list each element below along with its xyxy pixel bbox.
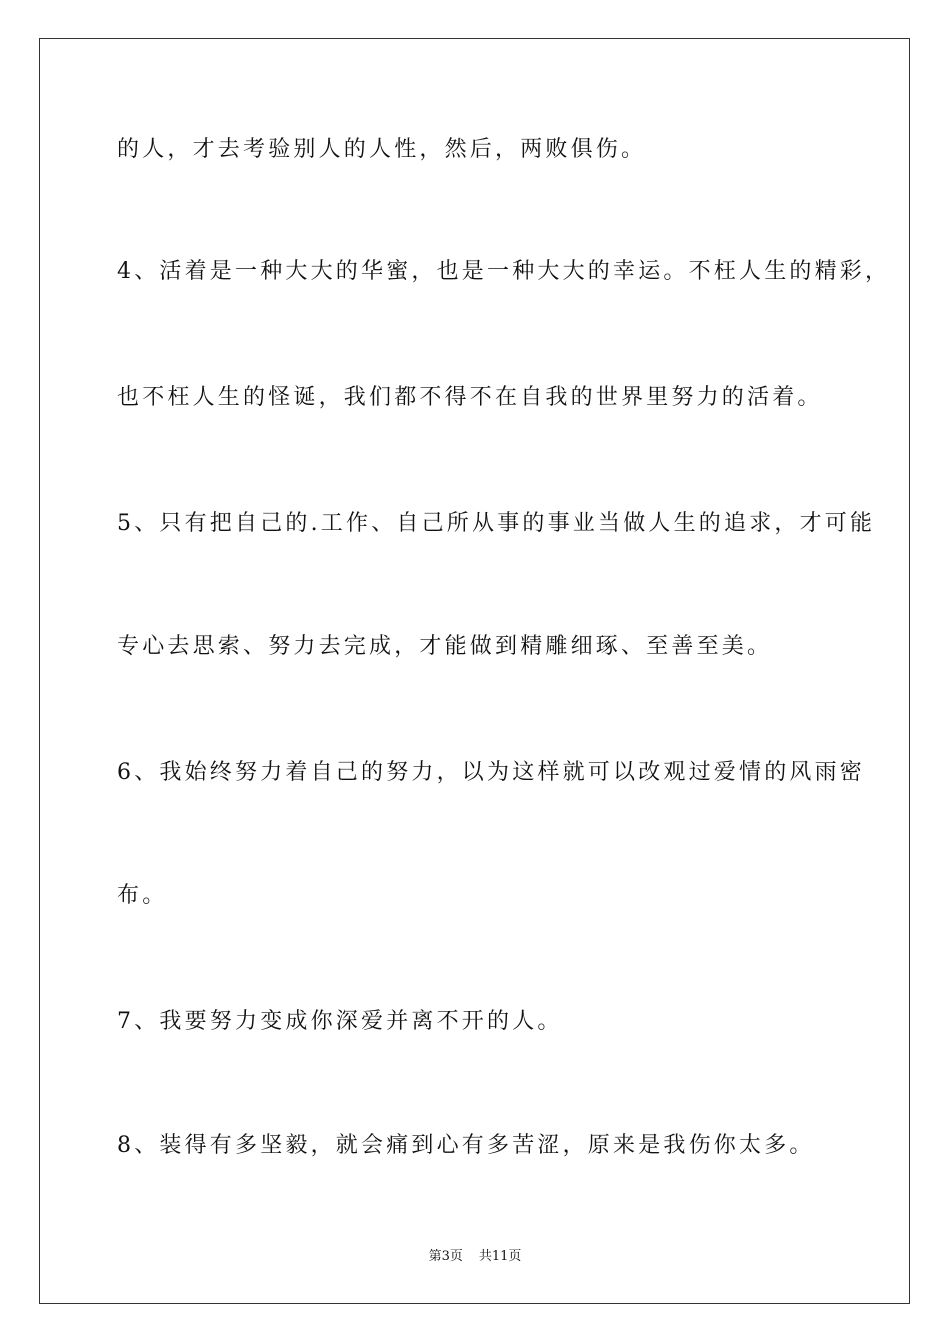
body-line: 4、活着是一种大大的华蜜，也是一种大大的幸运。不枉人生的精彩， — [117, 259, 891, 284]
page-footer — [0, 1248, 950, 1266]
body-line: 布。 — [117, 883, 168, 908]
body-line: 专心去思索、努力去完成，才能做到精雕细琢、至善至美。 — [117, 634, 773, 659]
page-number: 第3页 — [428, 1249, 463, 1264]
body-line: 7、我要努力变成你深爱并离不开的人。 — [117, 1009, 563, 1034]
page-frame — [39, 38, 910, 1304]
page-total: 共11页 — [478, 1249, 522, 1264]
body-line: 5、只有把自己的.工作、自己所从事的事业当做人生的追求，才可能 — [117, 511, 876, 536]
body-line: 的人，才去考验别人的人性，然后，两败俱伤。 — [117, 137, 647, 162]
body-line: 也不枉人生的怪诞，我们都不得不在自我的世界里努力的活着。 — [117, 385, 823, 410]
body-line: 8、装得有多坚毅，就会痛到心有多苦涩，原来是我伤你太多。 — [117, 1133, 815, 1158]
body-line: 6、我始终努力着自己的努力，以为这样就可以改观过爱情的风雨密 — [117, 760, 865, 785]
